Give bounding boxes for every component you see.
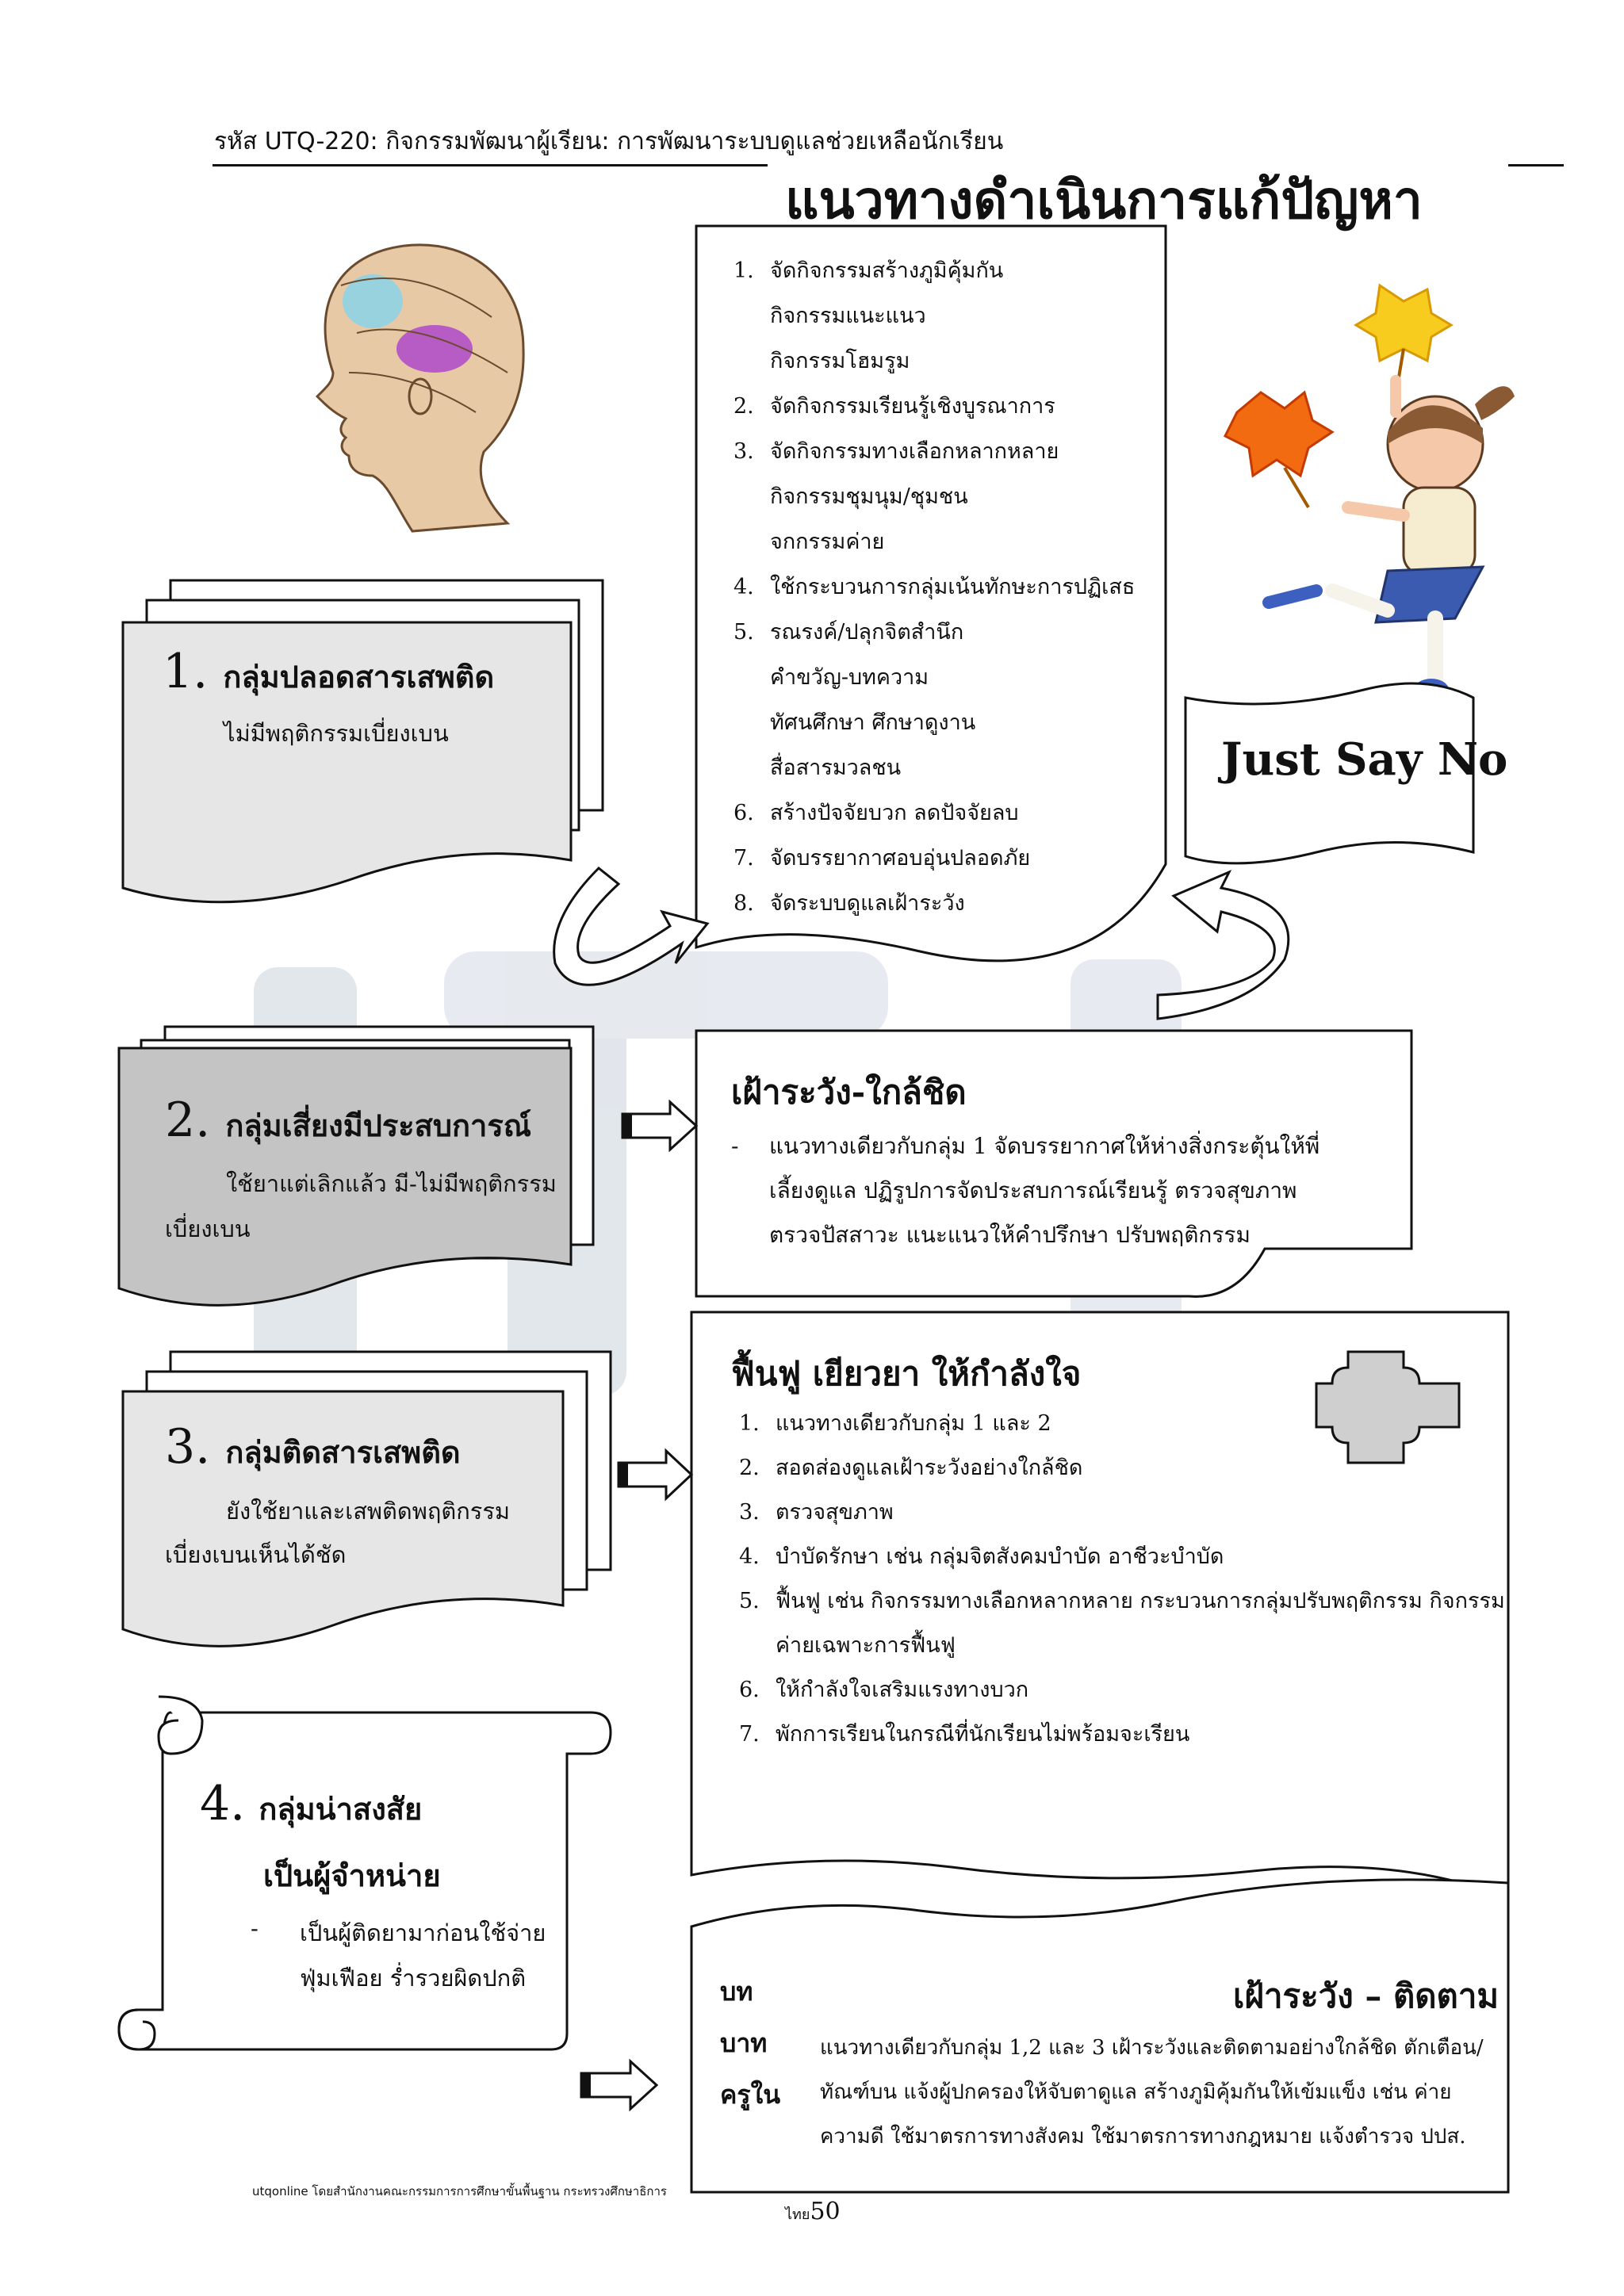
list-item: 2. สอดส่องดูแลเฝ้าระวังอย่างใกล้ชิด [739, 1456, 1083, 1480]
right-arrow-icon [581, 2073, 591, 2097]
group2-heading [165, 1093, 531, 1150]
group3-heading [165, 1419, 461, 1476]
list-item: คำขวัญ-บทความ [770, 665, 929, 690]
group-number: 2. [165, 1093, 211, 1148]
group-description: เบี่ยงเบนเห็นได้ชัด [165, 1541, 347, 1568]
side-label: บาท [720, 2028, 768, 2058]
group-title: กลุ่มติดสารเสพติด [225, 1434, 461, 1470]
header-rule [213, 164, 768, 166]
list-item: กิจกรรมแนะแนว [770, 304, 926, 328]
list-item: 4. บำบัดรักษา เช่น กลุ่มจิตสังคมบำบัด อาชีวะบำบัด [739, 1544, 1224, 1569]
top-list [733, 248, 1162, 926]
list-item: 2. จัดกิจกรรมเรียนรู้เชิงบูรณาการ [733, 394, 1055, 419]
list-item: 6. สร้างปัจจัยบวก ลดปัจจัยลบ [733, 801, 1019, 825]
group-description: ยังใช้ยาและเสพติดพฤติกรรม [226, 1498, 511, 1525]
page-title: แนวทางดำเนินการแก้ปัญหา [785, 169, 1423, 231]
list-item: 5. ฟื้นฟู เช่น กิจกรรมทางเลือกหลากหลาย กระบวนการกลุ่มปรับพฤติกรรม กิจกรรม [739, 1589, 1505, 1613]
group-description: เป็นผู้ติดยามาก่อนใช้จ่าย [300, 1919, 546, 1946]
just-say-no-text: Just Say No [1221, 733, 1508, 786]
page-prefix: ไทย [785, 2206, 810, 2223]
follow-box-side-labels [720, 1966, 780, 2121]
list-item: 1. จัดกิจกรรมสร้างภูมิคุ้มกัน [733, 258, 1004, 283]
list-item: 7. พักการเรียนในกรณีที่นักเรียนไม่พร้อมจะเรียน [739, 1722, 1190, 1747]
list-item: 5. รณรงค์/ปลุกจิตสำนึก [733, 620, 964, 645]
right-arrow-icon [622, 1102, 696, 1150]
body-line: ตรวจปัสสาวะ แนะแนวให้คำปรึกษา ปรับพฤติกรรม [769, 1222, 1251, 1248]
list-item: 4. ใช้กระบวนการกลุ่มเน้นทักษะการปฏิเสธ [733, 575, 1136, 599]
rehab-list [739, 1402, 1505, 1757]
group-description: เบี่ยงเบน [165, 1215, 251, 1242]
watch-box-title: เฝ้าระวัง-ใกล้ชิด [731, 1073, 967, 1112]
body-line: แนวทางเดียวกับกลุ่ม 1 จัดบรรยากาศให้ห่างสิ่งกระตุ้นให้พี่ [769, 1133, 1320, 1159]
list-item: 8. จัดระบบดูแลเฝ้าระวัง [733, 891, 965, 916]
rehab-box-title: ฟื้นฟู เยียวยา ให้กำลังใจ [731, 1354, 1082, 1393]
body-line: แนวทางเดียวกับกลุ่ม 1,2 และ 3 เฝ้าระวังและติดตามอย่างใกล้ชิด ตักเตือน/ [820, 2036, 1484, 2060]
group-dash: - [251, 1915, 259, 1942]
footer-text: utqonline โดยสำนักงานคณะกรรมการการศึกษาขั้นพื้นฐาน กระทรวงศึกษาธิการ [252, 2184, 667, 2198]
group-title-line2: เป็นผู้จำหน่าย [263, 1858, 441, 1893]
list-item: 6. ให้กำลังใจเสริมแรงทางบวก [739, 1678, 1029, 1702]
page-number [785, 2198, 841, 2225]
body-line: ความดี ใช้มาตรการทางสังคม ใช้มาตรการทางกฎหมาย แจ้งตำรวจ ปปส. [820, 2125, 1466, 2149]
follow-box-title: เฝ้าระวัง – ติดตาม [1233, 1976, 1500, 2015]
girl-with-leaves-illustration [1225, 285, 1515, 701]
group-description: ฟุ่มเฟือย ร่ำรวยผิดปกติ [300, 1965, 527, 1992]
list-item: จกกรรมค่าย [770, 530, 885, 554]
follow-box-body [820, 2026, 1484, 2159]
brain-head-illustration [317, 245, 523, 531]
watch-box-dash: - [731, 1133, 739, 1159]
body-line: ทัณฑ์บน แจ้งผู้ปกครองให้จับตาดูแล สร้างภูมิคุ้มกันให้เข้มแข็ง เช่น ค่าย [820, 2080, 1452, 2104]
right-arrow-icon [619, 1463, 628, 1487]
group-title: กลุ่มเสี่ยงมีประสบการณ์ [225, 1108, 532, 1143]
list-item: กิจกรรมโฮมรูม [770, 349, 910, 373]
list-item: กิจกรรมชุมนุม/ชุมชน [770, 484, 968, 509]
list-item: ค่ายเฉพาะการฟื้นฟู [776, 1633, 956, 1658]
group-number: 4. [200, 1776, 246, 1831]
header-rule-right [1508, 164, 1564, 166]
header-code-line: รหัส UTQ-220: กิจกรรมพัฒนาผู้เรียน: การพัฒนาระบบดูแลช่วยเหลือนักเรียน [214, 128, 1004, 155]
group-title: กลุ่มน่าสงสัย [259, 1791, 423, 1827]
side-label: บท [720, 1976, 753, 2007]
watch-box-body [769, 1124, 1320, 1257]
list-item: สื่อสารมวลชน [770, 756, 902, 780]
body-line: เลี้ยงดูแล ปฏิรูปการจัดประสบการณ์เรียนรู้ ตรวจสุขภาพ [769, 1177, 1297, 1203]
group-title: กลุ่มปลอดสารเสพติด [223, 659, 495, 695]
list-item: 1. แนวทางเดียวกับกลุ่ม 1 และ 2 [739, 1411, 1051, 1436]
side-label: ครูใน [720, 2080, 781, 2110]
curved-arrow-icon [1158, 872, 1289, 1019]
group-number: 3. [165, 1419, 211, 1475]
list-item: 3. ตรวจสุขภาพ [739, 1500, 894, 1525]
right-arrow-icon [619, 1451, 691, 1498]
group1-heading [163, 644, 494, 701]
right-arrow-icon [581, 2061, 657, 2109]
group4-heading [200, 1776, 422, 1833]
group-number: 1. [163, 644, 209, 699]
list-item: ทัศนศึกษา ศึกษาดูงาน [770, 710, 976, 735]
list-item: 3. จัดกิจกรรมทางเลือกหลากหลาย [733, 439, 1059, 464]
list-item: 7. จัดบรรยากาศอบอุ่นปลอดภัย [733, 846, 1031, 871]
group-description: ใช้ยาแต่เลิกแล้ว มี-ไม่มีพฤติกรรม [226, 1170, 557, 1197]
group-description: ไม่มีพฤติกรรมเบี่ยงเบน [224, 720, 449, 747]
page-number-value: 50 [810, 2198, 841, 2225]
right-arrow-icon [622, 1114, 632, 1138]
